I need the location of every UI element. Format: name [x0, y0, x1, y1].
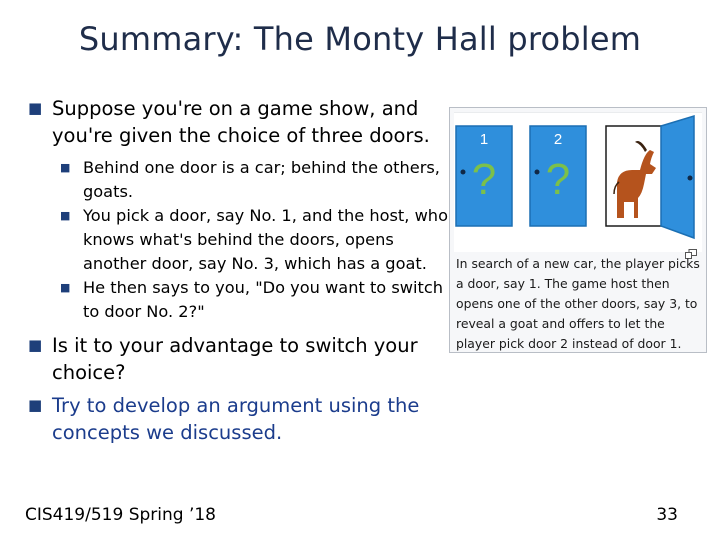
bullet-marker-icon: ■ — [60, 161, 71, 174]
slide-title: Summary: The Monty Hall problem — [78, 20, 642, 58]
bullet-text: Suppose you're on a game show, and you're given the choice of three doors. — [52, 97, 430, 147]
bullet-text: Is it to your advantage to switch your choice? — [52, 334, 418, 384]
bullet-item — [28, 95, 448, 149]
door-2-label: 2 — [553, 131, 563, 148]
bullet-list — [28, 95, 448, 446]
bullet-text: Try to develop an argument using the concepts we discussed. — [52, 394, 420, 444]
bullet-item — [28, 332, 448, 386]
bullet-marker-icon: ■ — [28, 336, 43, 354]
door-1-label: 1 — [479, 131, 489, 148]
bullet-marker-icon: ■ — [60, 209, 71, 222]
subbullet-item — [28, 276, 448, 324]
footer-course: CIS419/519 Spring ’18 — [25, 505, 217, 525]
bullet-marker-icon: ■ — [28, 99, 43, 117]
bullet-marker-icon: ■ — [28, 396, 43, 414]
monty-hall-figure — [449, 107, 707, 353]
figure-caption: In search of a new car, the player picks a door, say 1. The game host then opens one of the other doors, say 3, to reveal a goat and offers to let the player pick door 2 instead of door 1. — [456, 256, 700, 351]
doors-illustration — [454, 112, 702, 252]
subbullet-item — [28, 204, 448, 276]
subbullet-list — [28, 156, 448, 324]
bullet-marker-icon: ■ — [60, 281, 71, 294]
subbullet-text: You pick a door, say No. 1, and the host, who knows what's behind the doors, opens another door, say No. 3, which has a goat. — [83, 206, 448, 273]
bullet-item — [28, 392, 448, 446]
page-number: 33 — [656, 505, 678, 525]
question-mark-icon: ? — [545, 155, 571, 204]
subbullet-text: He then says to you, "Do you want to switch to door No. 2?" — [83, 278, 444, 321]
question-mark-icon: ? — [471, 155, 497, 204]
subbullet-text: Behind one door is a car; behind the others, goats. — [83, 158, 440, 201]
subbullet-item — [28, 156, 448, 204]
